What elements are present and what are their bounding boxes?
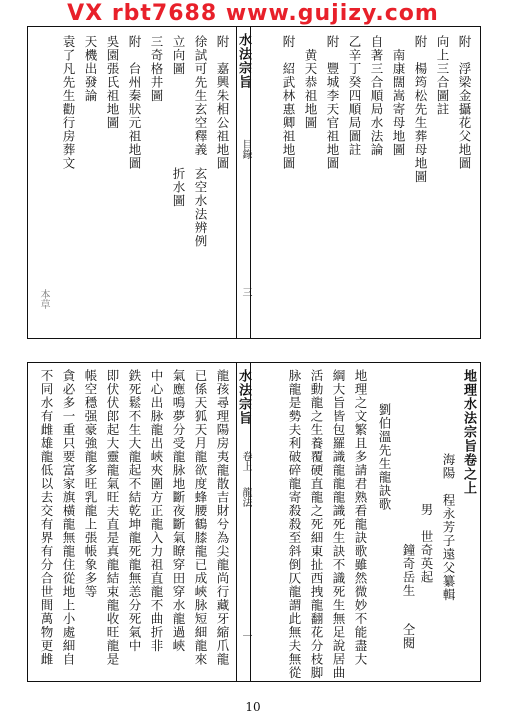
text-column: 三奇格井圖 [149, 35, 164, 103]
text-column: 已係天狐天月龍欲度蜂腰鶴膝龍已成峽脉短細龍來 [193, 369, 208, 666]
page-number: 一 [240, 631, 251, 641]
text-column: 綱大旨皆包羅識龍龍龍識死生訣不識死生無足說居曲 [331, 369, 346, 680]
text-column: 立向圖 [171, 35, 186, 76]
book-title: 水法宗旨 [236, 33, 251, 89]
text-column: 天機出發論 [83, 35, 98, 103]
text-column: 黄天恭祖地圖 [303, 35, 318, 130]
text-column: 徐試可先生玄空釋義 [193, 35, 208, 157]
text-column: 脉龍是勢夫利破碎龍寄殺殺至斜倒仄龍謂此無夫無從 [287, 369, 302, 680]
bottom-page [27, 362, 481, 682]
section-label: 目錄 [240, 139, 251, 159]
text-column: 乙辛丁癸四順局圖註 [347, 35, 362, 157]
text-column: 鉄死鬆不生大龍起不結乾坤龍死龍無恙分死氣中 [127, 369, 142, 653]
watermark-text: VX rbt7688 www.gujizy.com [67, 1, 439, 26]
text-column: 活動龍之生養覆硬直龍之死細東扯西拽龍翻花分枝脚 [309, 369, 324, 680]
descendant-line: 仝閱 [401, 623, 416, 650]
text-column: 袁了凡先生勸行房葬文 [61, 35, 76, 170]
descendant-line: 男 世奇英起 [419, 503, 434, 584]
book-title: 地理水法宗旨卷之上 [461, 369, 476, 495]
text-column: 吳園張氏祖地圖 [105, 35, 120, 130]
text-column: 帳空穩强豪強龍多旺乳龍上張帳象多等 [83, 369, 98, 599]
text-column: 南康闊嵩寄母地圖 [391, 35, 406, 157]
volume-label: 卷上 [240, 451, 251, 471]
chapter-label: 龍法 [240, 487, 251, 507]
text-column: 不同水有雌雄龍低以去交有界有分合世間萬物更雌 [39, 369, 54, 666]
text-column: 自著三合順局水法論 [369, 35, 384, 157]
side-mark: 本草 [38, 289, 49, 309]
text-column: 附 楊筠松先生葬母地圖 [413, 35, 428, 184]
text-column: 玄空水法辨例 [193, 167, 208, 248]
header-box: 水法宗旨 [236, 369, 251, 425]
text-column: 附 台州秦狀元祖地圖 [127, 35, 142, 170]
text-column: 附 紹武林惠卿祖地圖 [281, 35, 296, 170]
page-number: 三 [240, 287, 251, 297]
text-column: 中心出脉龍出峽夾圍方正龍入力祖直龍不曲折非 [149, 369, 164, 653]
text-column: 龍孩尋理陽房夷龍散吉財兮為尖龍尚行藏牙縮爪龍 [215, 369, 230, 666]
descendant-line: 鐘奇岳生 [401, 503, 416, 598]
text-column: 地理之文繁且多請君熟看龍訣歌雖然微妙不能盡大 [353, 369, 368, 666]
section-title: 劉伯溫先生龍訣歌 [377, 403, 392, 511]
text-column: 附 豐城李天官祖地圖 [325, 35, 340, 170]
text-column: 折水圖 [171, 167, 186, 208]
text-column: 向上三合圖註 [435, 35, 450, 116]
author-line: 海陽 程永芳子遠父纂輯 [441, 453, 456, 602]
page-number-footer: 10 [245, 700, 261, 714]
text-column: 即伏伏郎起大靈龍氣旺夫直是真龍結束龍收旺龍是 [105, 369, 120, 666]
text-column: 氣應鳴夢分受龍脉地斷夜斷氣瞭穿田穿水龍過峽 [171, 369, 186, 653]
top-page [27, 26, 481, 339]
text-column: 貪必多一重只要富家旗橫龍無龍住從地上小處細自 [61, 369, 76, 666]
text-column: 附 浮梁金攝花父地圖 [457, 35, 472, 170]
text-column: 附 嘉興朱相公祖地圖 [215, 35, 230, 170]
